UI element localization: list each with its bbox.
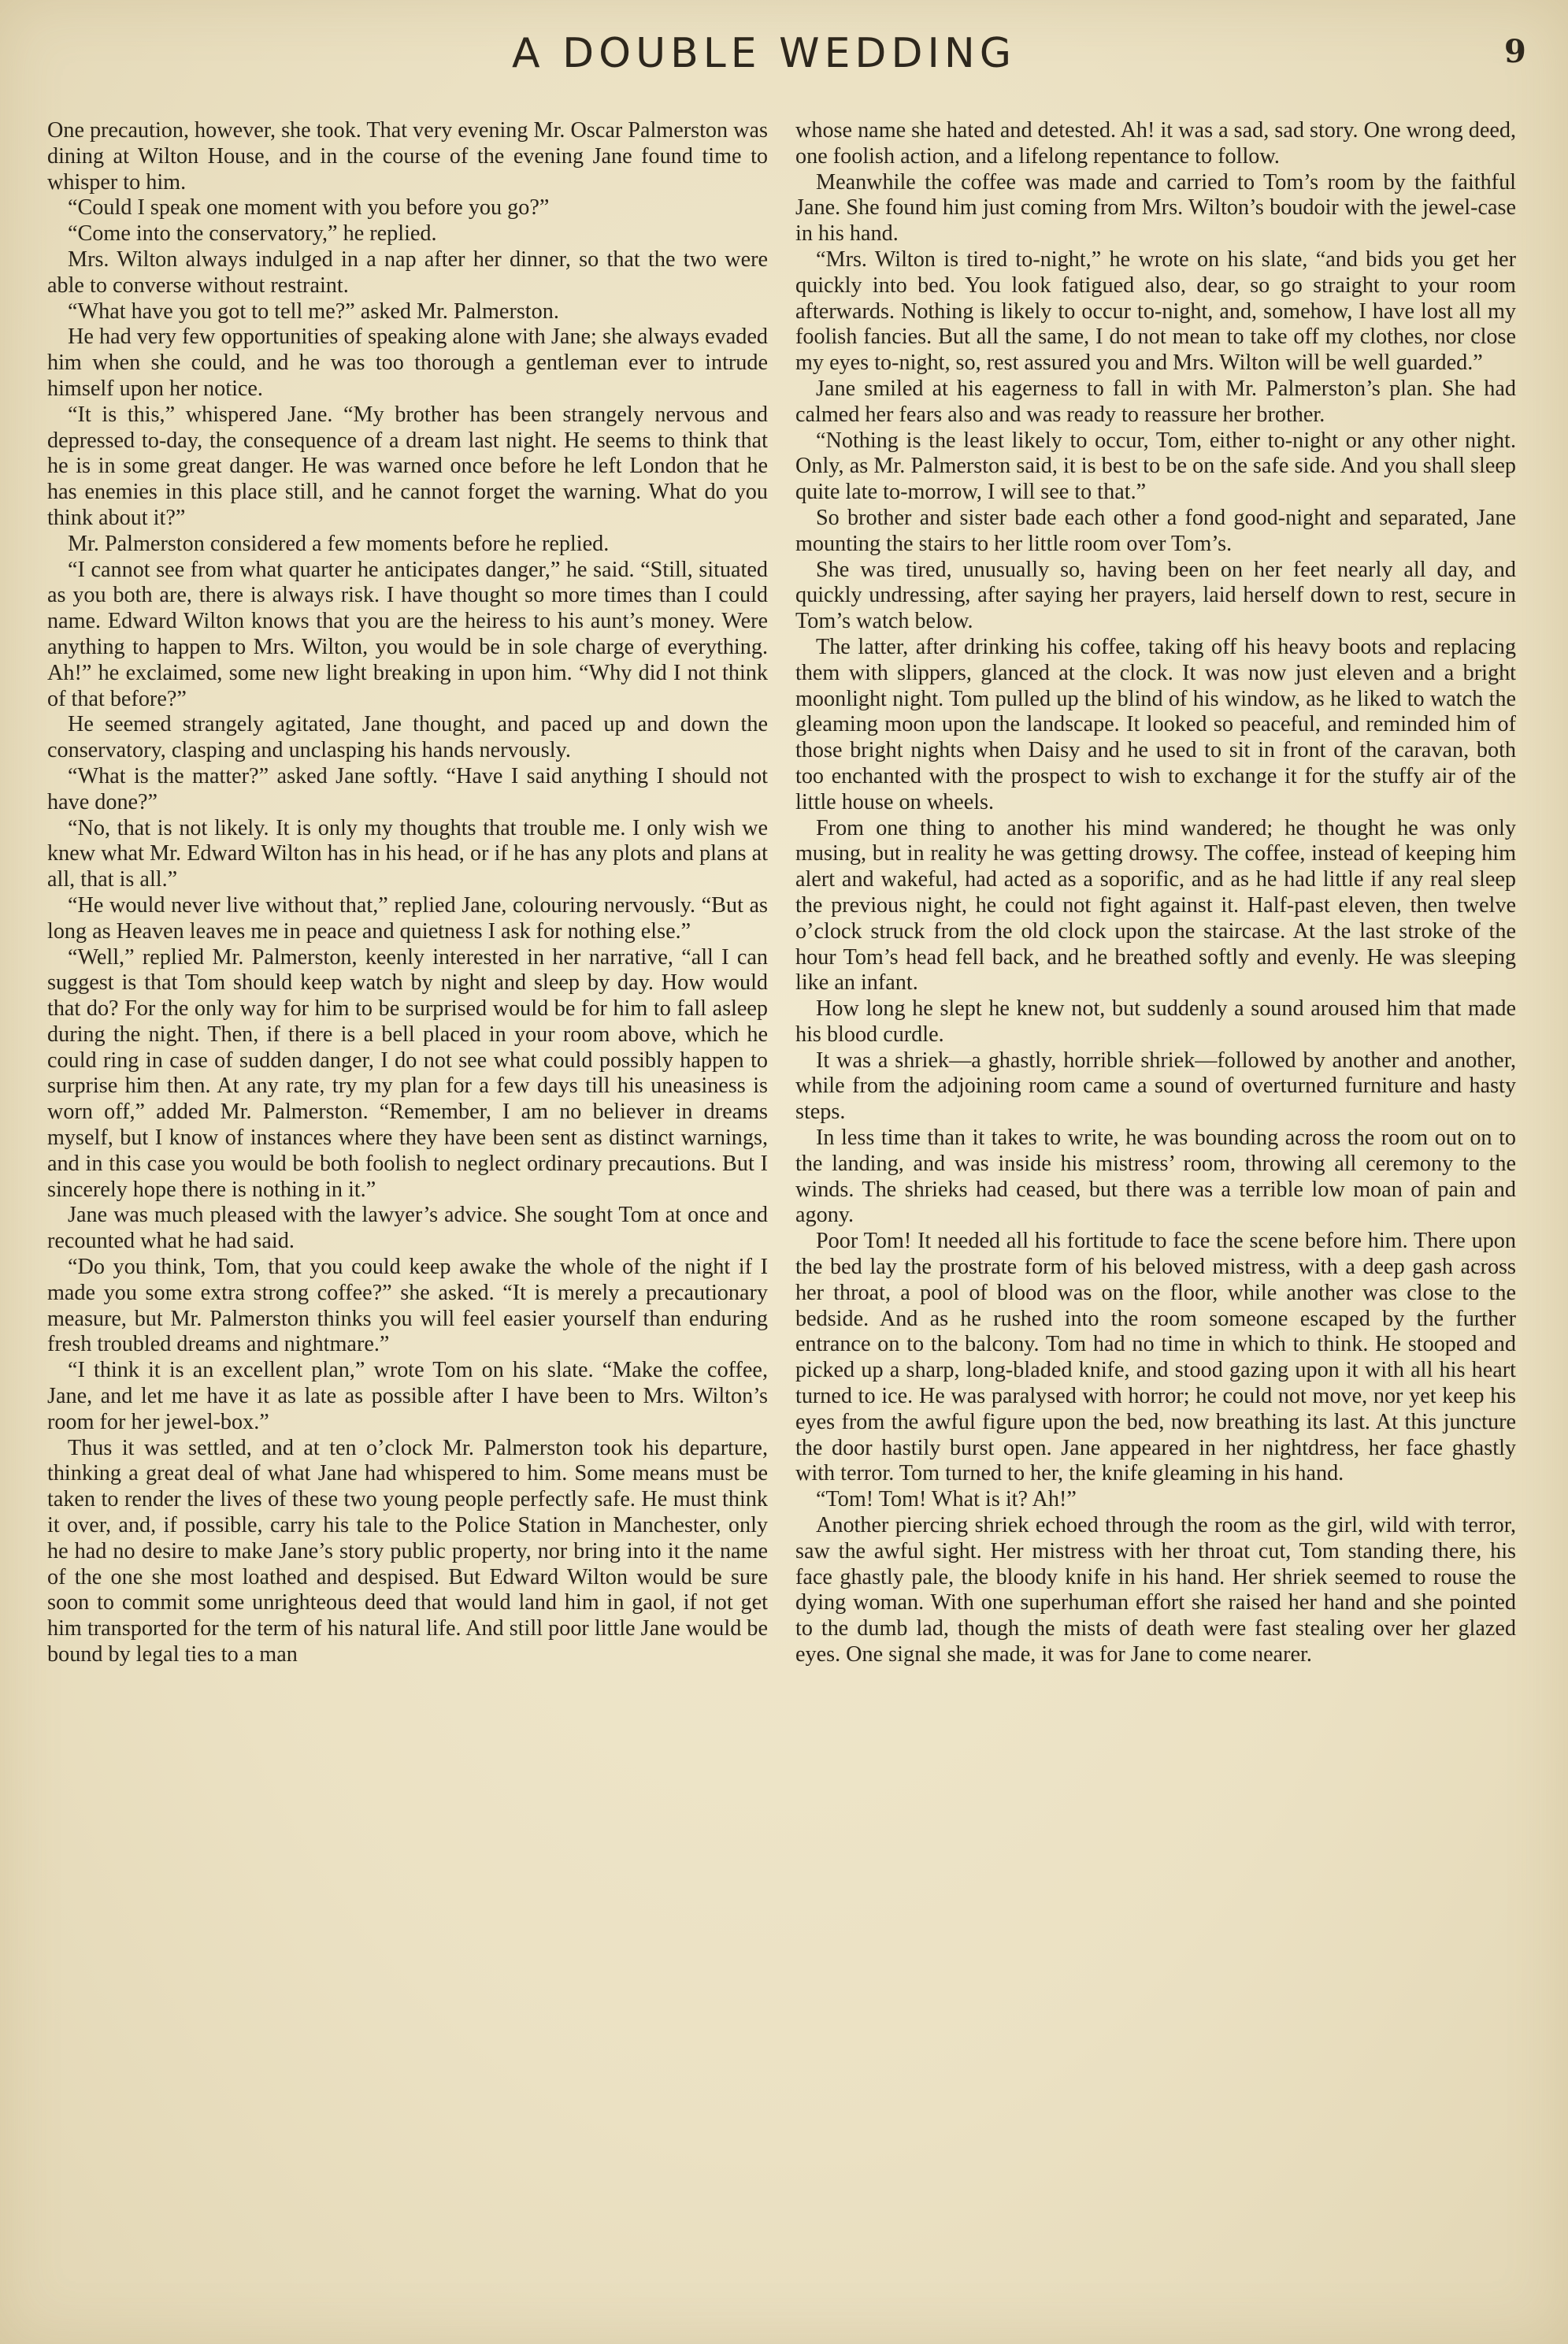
paragraph: “Tom! Tom! What is it? Ah!” xyxy=(816,1487,1077,1512)
paragraph: “What have you got to tell me?” asked Mr. Palmerston. xyxy=(68,299,559,324)
paragraph: From one thing to another his mind wandered; he thought he was only musing, but in reality he was getting drowsy. The coffee, instead of keeping him alert and wakeful, had acted as a soporific, and as he had little if any real sleep the previous night, he could not fight against it. Half-past eleven, then twelve o’clock struck from the old clock upon the staircase. At the last stroke of the hour Tom’s head fell back, and he breathed softly and evenly. He was sleeping like an infant. xyxy=(795,815,1516,996)
running-head xyxy=(0,30,1568,85)
paragraph: He had very few opportunities of speaking alone with Jane; she always evaded him when she could, and he was too thorough a gentleman ever to intrude himself upon her notice. xyxy=(47,325,768,401)
paragraph: “Come into the conservatory,” he replied. xyxy=(68,221,437,247)
paragraph: “Mrs. Wilton is tired to-night,” he wrote on his slate, “and bids you get her quickly into bed. You look fatigued also, dear, so go straight to your room afterwards. Nothing is likely to occur to-night, and, somehow, I have lost all my foolish fancies. But all the same, I do not mean to take off my clothes, nor close my eyes to-night, so, rest assured you and Mrs. Wilton will be well guarded.” xyxy=(795,247,1516,376)
paragraph: Mr. Palmerston considered a few moments before he replied. xyxy=(68,531,610,556)
left-column xyxy=(47,118,768,1668)
paragraph: “I think it is an excellent plan,” wrote Tom on his slate. “Make the coffee, Jane, and let me have it as late as possible after I have been to Mrs. Wilton’s room for her jewel-box.” xyxy=(47,1358,768,1434)
paragraph: “I cannot see from what quarter he anticipates danger,” he said. “Still, situated as you both are, there is always risk. I have thought so more times than I could name. Edward Wilton knows that you are the heiress to his aunt’s money. Were anything to happen to Mrs. Wilton, you would be in sole charge of everything. Ah!” he exclaimed, some new light breaking in upon him. “Why did I not think of that before?” xyxy=(47,557,768,711)
paragraph: “Nothing is the least likely to occur, Tom, either to-night or any other night. Only, as Mr. Palmerston said, it is best to be on the safe side. And you shall sleep quite late to-morrow, I will see to that.” xyxy=(795,428,1516,505)
paragraph: It was a shriek—a ghastly, horrible shriek—followed by another and another, while from the adjoining room came a sound of overturned furniture and hasty steps. xyxy=(795,1048,1516,1125)
paragraph: “No, that is not likely. It is only my thoughts that trouble me. I only wish we knew what Mr. Edward Wilton has in his head, or if he has any plots and plans at all, that is all.” xyxy=(47,815,768,892)
paragraph: He seemed strangely agitated, Jane thought, and paced up and down the conservatory, clasping and unclasping his hands nervously. xyxy=(47,712,768,763)
paragraph: So brother and sister bade each other a fond good-night and separated, Jane mounting the stairs to her little room over Tom’s. xyxy=(795,505,1516,556)
paragraph: “Could I speak one moment with you before you go?” xyxy=(68,195,550,221)
paragraph: She was tired, unusually so, having been on her feet nearly all day, and quickly undressing, after saying her prayers, laid herself down to rest, secure in Tom’s watch below. xyxy=(795,557,1516,634)
paragraph: How long he slept he knew not, but suddenly a sound aroused him that made his blood curdle. xyxy=(795,996,1516,1047)
paragraph: Jane was much pleased with the lawyer’s advice. She sought Tom at once and recounted what he had said. xyxy=(47,1203,768,1254)
running-title: A DOUBLE WEDDING xyxy=(512,30,1017,77)
paragraph: One precaution, however, she took. That very evening Mr. Oscar Palmerston was dining at Wilton House, and in the course of the evening Jane found time to whisper to him. xyxy=(47,118,768,195)
paragraph: Jane smiled at his eagerness to fall in with Mr. Palmerston’s plan. She had calmed her fears also and was ready to reassure her brother. xyxy=(795,376,1516,427)
paragraph: “Well,” replied Mr. Palmerston, keenly interested in her narrative, “all I can suggest is that Tom should keep watch by night and sleep by day. How would that do? For the only way for him to be surprised would be for him to fall asleep during the night. Then, if there is a bell placed in your room above, which he could ring in case of sudden danger, I do not see what could possibly happen to surprise him then. At any rate, try my plan for a few days till his uneasiness is worn off,” added Mr. Palmerston. “Remember, I am no believer in dreams myself, but I know of instances where they have been sent as distinct warnings, and in this case you would be both foolish to neglect ordinary precautions. But I sincerely hope there is nothing in it.” xyxy=(47,944,768,1202)
paragraph: “Do you think, Tom, that you could keep awake the whole of the night if I made you some extra strong coffee?” she asked. “It is merely a precautionary measure, but Mr. Palmerston thinks you will feel easier yourself than enduring fresh troubled dreams and nightmare.” xyxy=(47,1255,768,1357)
right-column xyxy=(795,118,1516,1668)
paragraph: The latter, after drinking his coffee, taking off his heavy boots and replacing them with slippers, glanced at the clock. It was now just eleven and a bright moonlight night. Tom pulled up the blind of his window, as he liked to watch the gleaming moon upon the landscape. It looked so peaceful, and reminded him of those bright nights when Daisy and he used to sit in front of the caravan, both too enchanted with the prospect to wish to exchange it for the stuffy air of the little house on wheels. xyxy=(795,634,1516,814)
paragraph: Thus it was settled, and at ten o’clock Mr. Palmerston took his departure, thinking a great deal of what Jane had whispered to him. Some means must be taken to render the lives of these two young people perfectly safe. He must think it over, and, if possible, carry his tale to the Police Station in Manchester, only he had no desire to make Jane’s story public property, nor bring into it the name of the one she most loathed and despised. But Edward Wilton would be sure soon to commit some unrighteous deed that would land him in gaol, if not get him transported for the term of his natural life. And still poor little Jane would be bound by legal ties to a man xyxy=(47,1435,768,1667)
paragraph: Meanwhile the coffee was made and carried to Tom’s room by the faithful Jane. She found him just coming from Mrs. Wilton’s boudoir with the jewel-case in his hand. xyxy=(795,169,1516,247)
paragraph: “He would never live without that,” replied Jane, colouring nervously. “But as long as Heaven leaves me in peace and quietness I ask for nothing else.” xyxy=(47,892,768,944)
page-number: 9 xyxy=(1504,33,1526,70)
paragraph: whose name she hated and detested. Ah! it was a sad, sad story. One wrong deed, one foolish action, and a lifelong repentance to follow. xyxy=(795,118,1516,169)
paragraph: Poor Tom! It needed all his fortitude to face the scene before him. There upon the bed lay the prostrate form of his beloved mistress, with a deep gash across her throat, a pool of blood was on the floor, while another was close to the bedside. And as he rushed into the room someone escaped by the further entrance on to the balcony. Tom had no time in which to think. He stooped and picked up a sharp, long-bladed knife, and stood gazing upon it with all his heart turned to ice. He was paralysed with horror; he could not move, nor yet keep his eyes from the awful figure upon the bed, now breathing its last. At this juncture the door hastily burst open. Jane appeared in her nightdress, her face ghastly with terror. Tom turned to her, the knife gleaming in his hand. xyxy=(795,1229,1516,1486)
paragraph: Another piercing shriek echoed through the room as the girl, wild with terror, saw the awful sight. Her mistress with her throat cut, Tom standing there, his face ghastly pale, the bloody knife in his hand. Her shriek seemed to rouse the dying woman. With one superhuman effort she raised her hand and she pointed to the dumb lad, though the mists of death were fast stealing over her glazed eyes. One signal she made, it was for Jane to come nearer. xyxy=(795,1513,1516,1667)
paragraph: In less time than it takes to write, he was bounding across the room out on to the landing, and was inside his mistress’ room, throwing all ceremony to the winds. The shrieks had ceased, but there was a terrible low moan of pain and agony. xyxy=(795,1126,1516,1228)
paragraph: “What is the matter?” asked Jane softly. “Have I said anything I should not have done?” xyxy=(47,763,768,814)
paragraph: Mrs. Wilton always indulged in a nap after her dinner, so that the two were able to converse without restraint. xyxy=(47,247,768,298)
paragraph: “It is this,” whispered Jane. “My brother has been strangely nervous and depressed to-day, the consequence of a dream last night. He seems to think that he is in some great danger. He was warned once before he left London that he has enemies in this place still, and he cannot forget the warning. What do you think about it?” xyxy=(47,402,768,530)
